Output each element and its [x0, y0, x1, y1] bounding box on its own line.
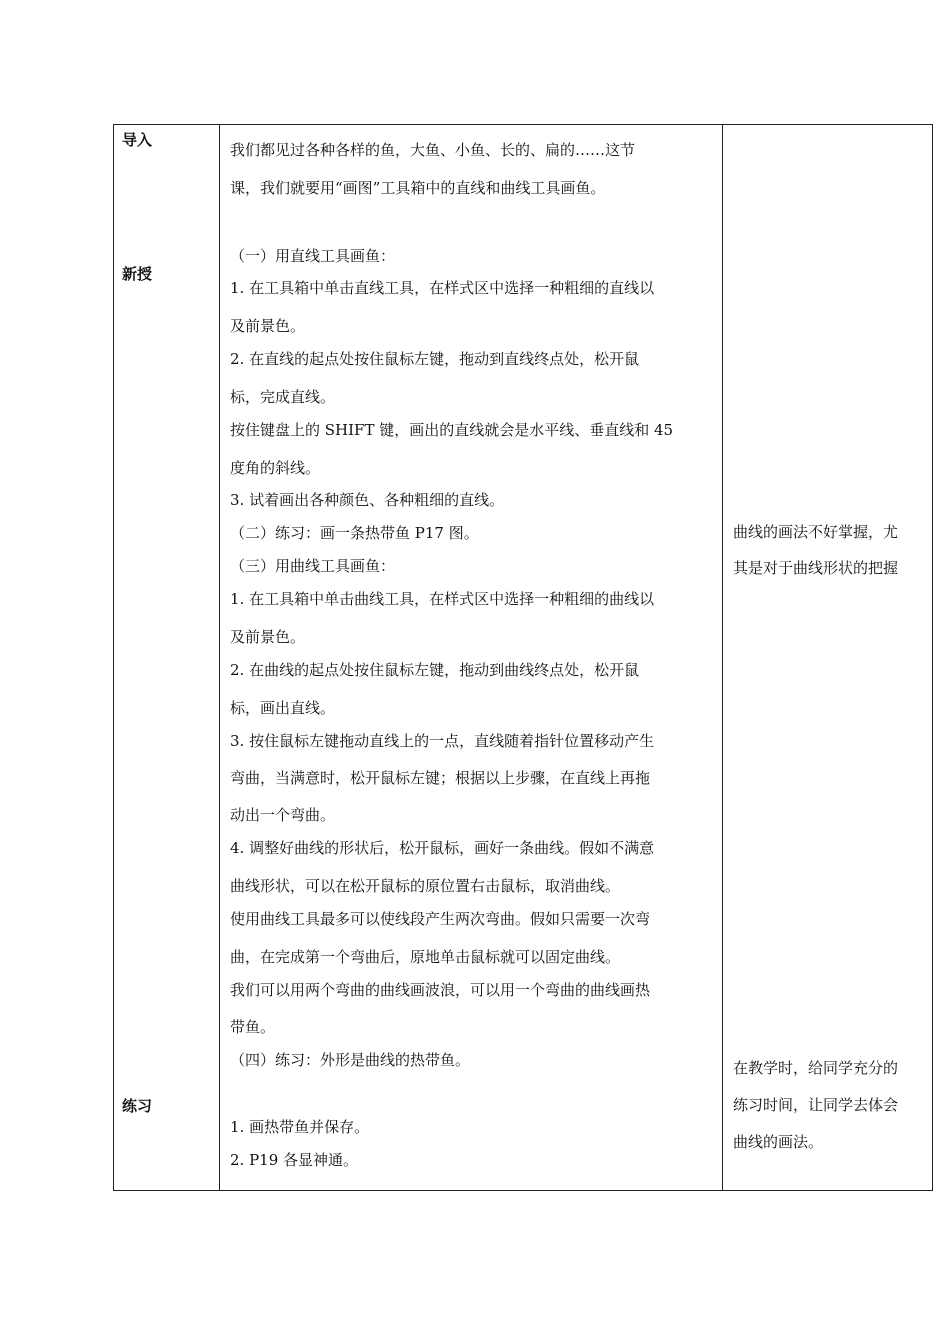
- content-line: 及前景色。: [230, 317, 306, 335]
- content-line: 动出一个弯曲。: [230, 806, 336, 824]
- content-line: 1. 在工具箱中单击曲线工具，在样式区中选择一种粗细的曲线以: [230, 590, 655, 608]
- content-line: 我们都见过各种各样的鱼，大鱼、小鱼、长的、扁的……这节: [230, 141, 636, 159]
- content-line: （一）用直线工具画鱼：: [230, 247, 396, 265]
- content-line: 标，完成直线。: [230, 388, 336, 406]
- content-line: 2. 在直线的起点处按住鼠标左键，拖动到直线终点处，松开鼠: [230, 350, 640, 368]
- content-line: 1. 在工具箱中单击直线工具，在样式区中选择一种粗细的直线以: [230, 279, 655, 297]
- content-line: 2. P19 各显神通。: [230, 1151, 359, 1169]
- note-line: 在教学时，给同学充分的: [733, 1059, 899, 1077]
- content-line: 使用曲线工具最多可以使线段产生两次弯曲。假如只需要一次弯: [230, 910, 651, 928]
- content-line: 带鱼。: [230, 1018, 276, 1036]
- content-line: 我们可以用两个弯曲的曲线画波浪，可以用一个弯曲的曲线画热: [230, 981, 651, 999]
- content-line: 曲线形状，可以在松开鼠标的原位置右击鼠标，取消曲线。: [230, 877, 621, 895]
- content-line: 弯曲，当满意时，松开鼠标左键；根据以上步骤，在直线上再拖: [230, 769, 651, 787]
- note-line: 曲线的画法。: [733, 1133, 824, 1151]
- note-line: 其是对于曲线形状的把握: [733, 559, 899, 577]
- content-line: 3. 试着画出各种颜色、各种粗细的直线。: [230, 491, 505, 509]
- content-line: 1. 画热带鱼并保存。: [230, 1118, 370, 1136]
- note-line: 练习时间，让同学去体会: [733, 1096, 899, 1114]
- content-line: 及前景色。: [230, 628, 306, 646]
- column-divider: [219, 125, 220, 1190]
- content-line: 标，画出直线。: [230, 699, 336, 717]
- stage-intro: 导入: [122, 131, 153, 149]
- content-line: （四）练习：外形是曲线的热带鱼。: [230, 1051, 471, 1069]
- stage-practice: 练习: [122, 1097, 153, 1115]
- content-line: 4. 调整好曲线的形状后，松开鼠标，画好一条曲线。假如不满意: [230, 839, 655, 857]
- content-line: 按住键盘上的 SHIFT 键，画出的直线就会是水平线、垂直线和 45: [230, 421, 674, 439]
- content-line: 度角的斜线。: [230, 459, 321, 477]
- stage-new-lesson: 新授: [122, 265, 153, 283]
- content-line: （三）用曲线工具画鱼：: [230, 557, 396, 575]
- content-line: 曲，在完成第一个弯曲后，原地单击鼠标就可以固定曲线。: [230, 948, 621, 966]
- column-divider: [722, 125, 723, 1190]
- content-line: 3. 按住鼠标左键拖动直线上的一点，直线随着指针位置移动产生: [230, 732, 655, 750]
- content-line: （二）练习：画一条热带鱼 P17 图。: [230, 524, 479, 542]
- lesson-table: [113, 124, 933, 1191]
- content-line: 2. 在曲线的起点处按住鼠标左键，拖动到曲线终点处，松开鼠: [230, 661, 640, 679]
- note-line: 曲线的画法不好掌握，尤: [733, 523, 899, 541]
- content-line: 课，我们就要用“画图”工具箱中的直线和曲线工具画鱼。: [230, 179, 606, 197]
